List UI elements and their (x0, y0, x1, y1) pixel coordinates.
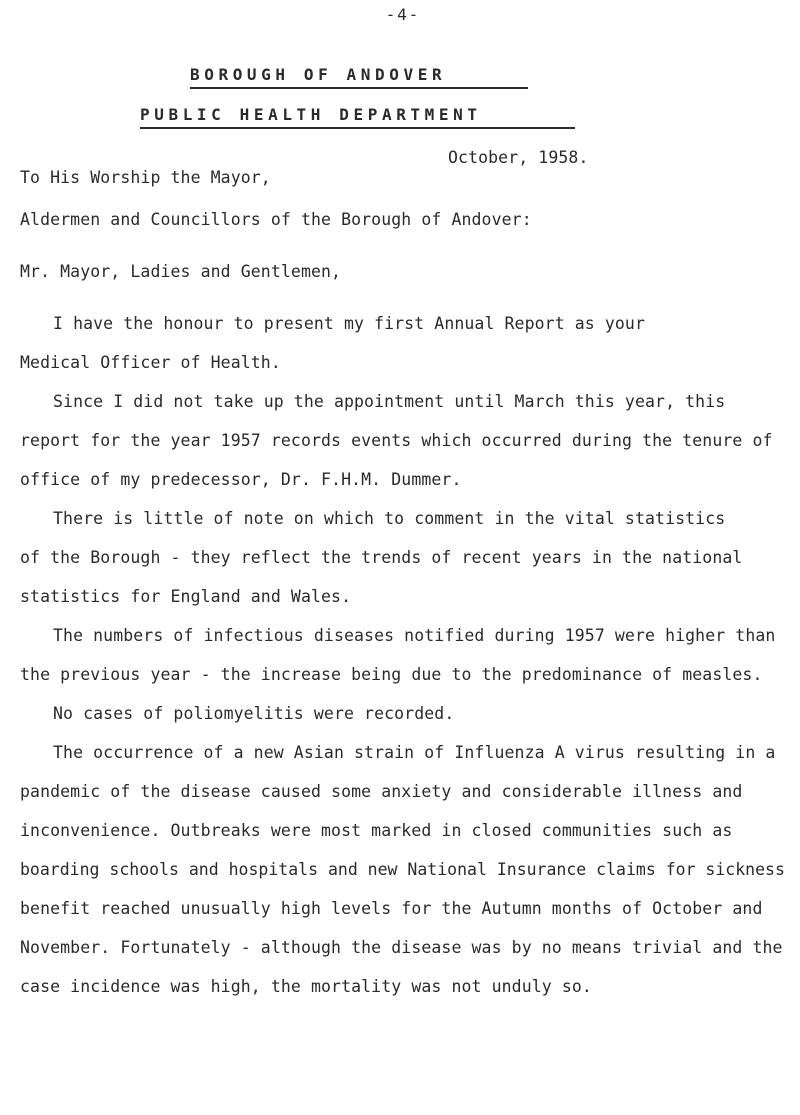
body-line: benefit reached unusually high levels for the Autumn months of October and (20, 899, 763, 918)
body-line: boarding schools and hospitals and new National Insurance claims for sickness (20, 860, 785, 879)
salutation: Mr. Mayor, Ladies and Gentlemen, (20, 262, 342, 281)
body-line: The numbers of infectious diseases notified during 1957 were higher than (53, 626, 776, 645)
borough-heading-underline (190, 87, 528, 89)
letter-date: October, 1958. (448, 148, 589, 167)
body-line: I have the honour to present my first Annual Report as your (53, 314, 645, 333)
body-line: of the Borough - they reflect the trends of recent years in the national (20, 548, 743, 567)
borough-heading: BOROUGH OF ANDOVER (190, 65, 447, 84)
body-line: Medical Officer of Health. (20, 353, 281, 372)
department-heading-underline (140, 127, 575, 129)
body-line: November. Fortunately - although the disease was by no means trivial and the (20, 938, 783, 957)
body-line: inconvenience. Outbreaks were most marked in closed communities such as (20, 821, 733, 840)
body-line: The occurrence of a new Asian strain of Influenza A virus resulting in a (53, 743, 776, 762)
addressee-line-2: Aldermen and Councillors of the Borough of Andover: (20, 210, 532, 229)
body-line: pandemic of the disease caused some anxiety and considerable illness and (20, 782, 743, 801)
page-number: - 4 - (385, 5, 415, 24)
body-line: Since I did not take up the appointment until March this year, this (53, 392, 726, 411)
body-line: office of my predecessor, Dr. F.H.M. Dummer. (20, 470, 462, 489)
body-line: case incidence was high, the mortality was not unduly so. (20, 977, 592, 996)
addressee-line-1: To His Worship the Mayor, (20, 168, 271, 187)
body-line: There is little of note on which to comment in the vital statistics (53, 509, 726, 528)
body-line: No cases of poliomyelitis were recorded. (53, 704, 455, 723)
body-line: report for the year 1957 records events which occurred during the tenure of (20, 431, 773, 450)
department-heading: PUBLIC HEALTH DEPARTMENT (140, 105, 482, 124)
body-line: statistics for England and Wales. (20, 587, 352, 606)
body-line: the previous year - the increase being due to the predominance of measles. (20, 665, 763, 684)
